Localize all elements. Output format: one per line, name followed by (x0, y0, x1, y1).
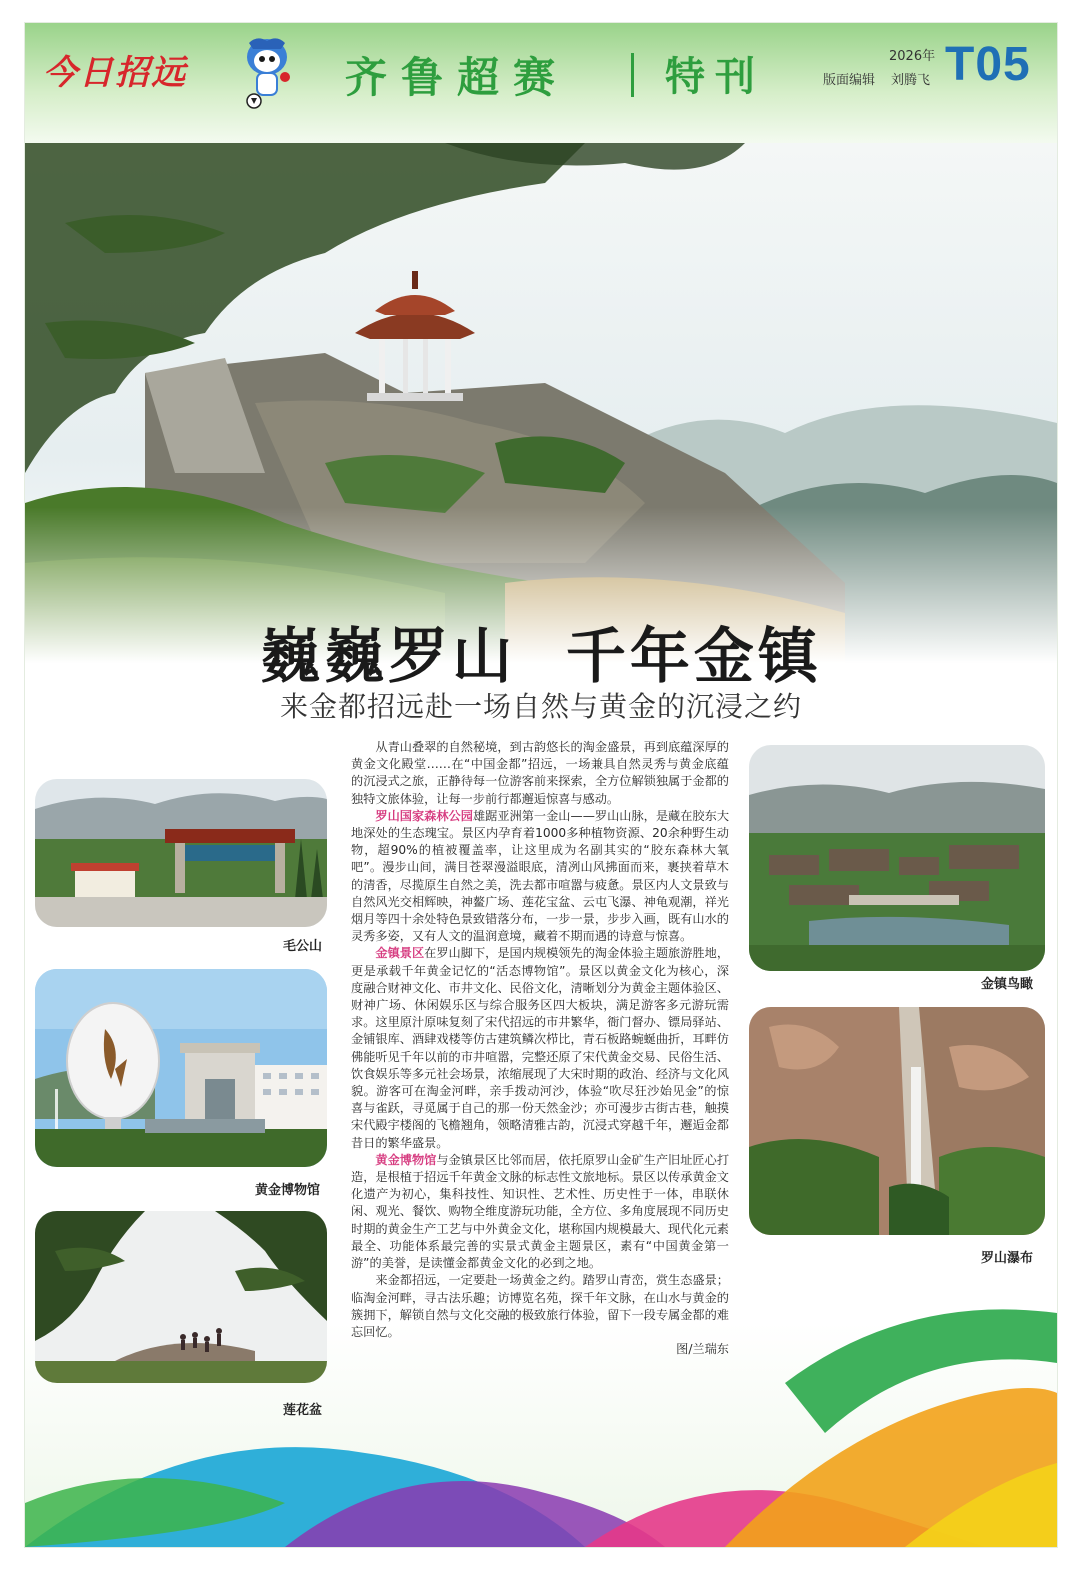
caption-jinzhen-aerial: 金镇鸟瞰 (981, 977, 1034, 992)
hero-photo-pavilion (25, 143, 1057, 663)
caption-luoshan-waterfall: 罗山瀑布 (981, 1251, 1034, 1266)
article-body (351, 739, 729, 1358)
page-header (25, 23, 1057, 143)
intro-text: 从青山叠翠的自然秘境，到古韵悠长的淘金盛景，再到底蕴深厚的黄金文化殿堂……在“中国金都”招远，一场兼具自然灵秀与黄金底蕴的沉浸式之旅，正静待每一位游客前来探索，全方位解锁独属于金都的独特文旅体验，让每一步前行都邂逅惊喜与感动。 (351, 740, 729, 806)
article-paragraph-jinzhen (351, 945, 729, 1151)
article-paragraph-museum (351, 1152, 729, 1272)
article-paragraph-intro (351, 739, 729, 808)
newspaper-page (24, 22, 1058, 1548)
caption-lianhuapen: 莲花盆 (283, 1403, 323, 1418)
decorative-ribbons (25, 1303, 1057, 1547)
paper-logo: 今日招远 (43, 53, 187, 93)
editor-name: 刘腾飞 (891, 73, 931, 88)
photo-maogongshan (35, 779, 327, 927)
title-divider (631, 53, 634, 97)
special-issue-label: 特刊 (665, 54, 765, 100)
photo-luoshan-waterfall (749, 1007, 1045, 1235)
issue-year: 2026年 (889, 49, 936, 64)
article-paragraph-luoshan (351, 808, 729, 946)
mascot-icon (237, 35, 297, 109)
section-title: 齐鲁超赛 (345, 53, 570, 102)
subheadline: 来金都招远赴一场自然与黄金的沉浸之约 (279, 690, 802, 723)
highlight-luoshan: 罗山国家森林公园 (375, 808, 473, 823)
highlight-museum: 黄金博物馆 (375, 1152, 437, 1167)
photo-gold-museum (35, 969, 327, 1167)
museum-text: 与金镇景区比邻而居，依托原罗山金矿生产旧址匠心打造，是根植于招远千年黄金文脉的标志性文旅地标。景区以传承黄金文化遗产为初心，集科技性、知识性、艺术性、历史性于一体，串联休闲、观光、餐饮、购物全维度游玩功能，全方位、多角度展现不同历史时期的黄金生产工艺与中外黄金文化，堪称国内规模最大、现代化元素最全、功能体系最完善的实景式黄金主题景区，素有“中国黄金第一游”的美誉，是读懂金都黄金文化的必到之地。 (351, 1152, 730, 1271)
editor-label: 版面编辑 (823, 73, 876, 88)
photo-jinzhen-aerial (749, 745, 1045, 971)
headline: 巍巍罗山 千年金镇 (260, 622, 822, 692)
closing-text: 来金都招远，一定要赴一场黄金之约。踏罗山青峦，赏生态盛景；临淘金河畔，寻古法乐趣；访博览名苑，探千年文脉，在山水与黄金的簇拥下，解锁自然与文化交融的极致旅行体验，留下一段专属金都的难忘回忆。 (351, 1273, 729, 1339)
caption-gold-museum: 黄金博物馆 (255, 1183, 321, 1198)
luoshan-text: 雄踞亚洲第一金山——罗山山脉，是藏在胶东大地深处的生态瑰宝。景区内孕育着1000多种植物资源、20余种野生动物，超90%的植被覆盖率，让这里成为名副其实的“胶东森林大氧吧”。漫步山间，满目苍翠漫溢眼底，清冽山风拂面而来，裹挟着草木的清香，尽揽原生自然之美，洗去都市喧嚣与疲惫。景区内人文景致与自然风光交相辉映，神鳌广场、莲花宝盆、云屯飞瀑、神龟观潮，祥光烟月等四十余处特色景致错落分布，一步一景，步步入画，既有山水的灵秀多姿，又有人文的温润意境，藏着不期而遇的诗意与惊喜。 (351, 808, 730, 944)
jinzhen-text: 在罗山脚下，是国内规模领先的淘金体验主题旅游胜地，更是承载千年黄金记忆的“活态博物馆”。景区以黄金文化为核心，深度融合财神文化、市井文化、民俗文化，清晰划分为黄金主题体验区、财神广场、休闲娱乐区与综合服务区四大板块，满足游客多元游玩需求。这里原汁原味复刻了宋代招远的市井繁华，衙门督办、镖局驿站、金铺银库、酒肆戏楼等仿古建筑鳞次栉比，青石板路蜿蜒曲折，耳畔仿佛能听见千年以前的市井喧嚣，完整还原了宋代黄金交易、民俗生活、饮食娱乐等多元社会场景，浓缩展现了大宋时期的政治、经济与文化风貌。游客可在淘金河畔，亲手拨动河沙，体验“吹尽狂沙始见金”的惊喜与雀跃，寻觅属于自己的那一份天然金沙；亦可漫步古街古巷，触摸宋代殿宇楼阁的飞檐翘角，领略清雅古韵，沉浸式穿越千年，邂逅金都昔日的繁华盛景。 (351, 946, 730, 1150)
caption-maogongshan: 毛公山 (283, 939, 323, 954)
highlight-jinzhen: 金镇景区 (375, 946, 425, 961)
photo-credit: 图/兰瑞东 (676, 1342, 729, 1357)
page-number: T05 (945, 38, 1031, 91)
